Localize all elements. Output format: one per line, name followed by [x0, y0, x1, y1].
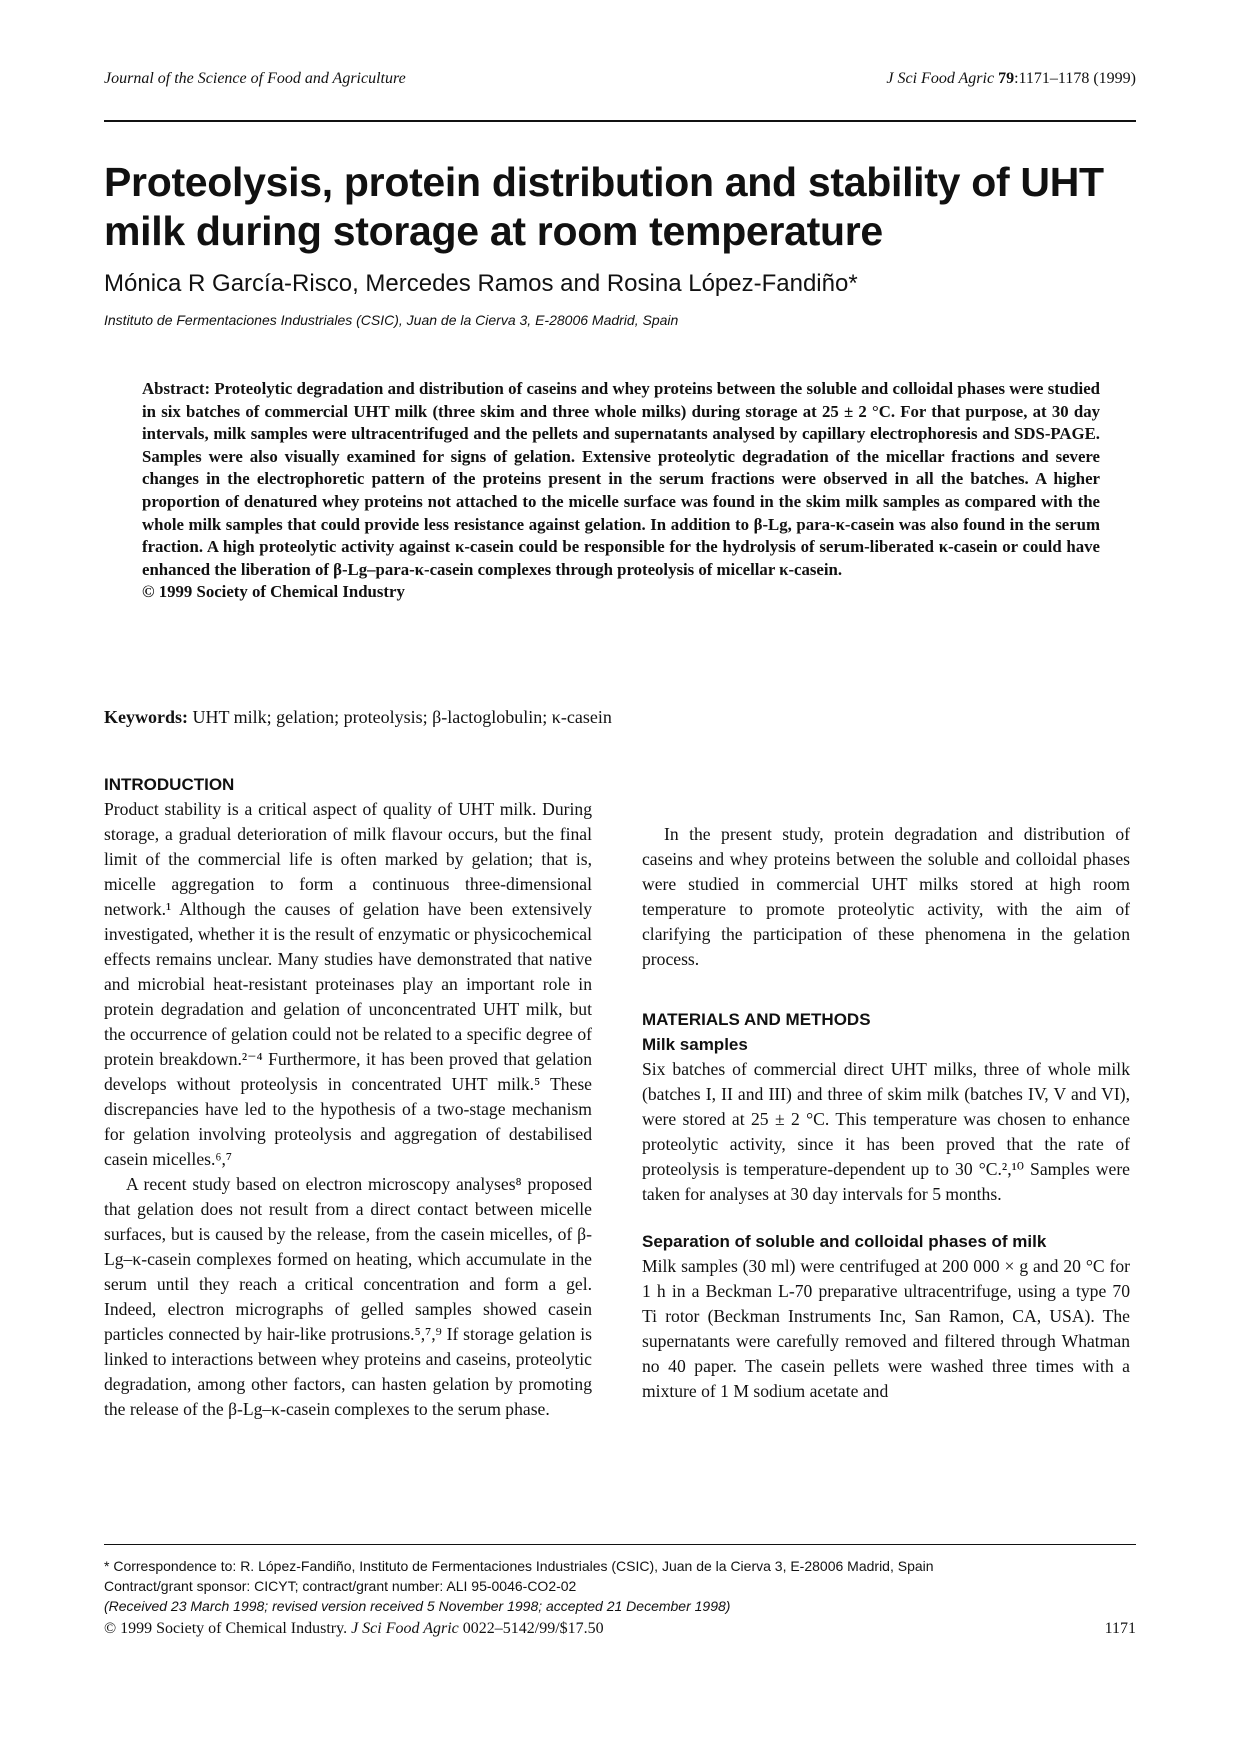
affiliation: Instituto de Fermentaciones Industriales (CSIC), Juan de la Cierva 3, E-28006 Madrid, Spain — [104, 312, 679, 328]
running-head — [104, 70, 1136, 94]
footer-copyright: © 1999 Society of Chemical Industry. — [104, 1620, 348, 1637]
abstract-label: Abstract: — [142, 379, 211, 398]
footer-citation — [104, 1620, 604, 1638]
body-column-left — [104, 772, 592, 1422]
keywords-label: Keywords: — [104, 707, 188, 727]
separation-heading: Separation of soluble and colloidal phases of milk — [642, 1232, 1047, 1251]
separation-paragraph: Milk samples (30 ml) were centrifuged at 200 000 × g and 20 °C for 1 h in a Beckman L-70 preparative ultracentrifuge, using a type 70 Ti rotor (Beckman Instruments Inc, San Ramon, CA, USA). The supernatants were carefully removed and filtered through Whatman no 40 paper. The casein pellets were washed three times with a mixture of 1 M sodium acetate and — [642, 1256, 1130, 1401]
journal-citation — [886, 70, 1136, 88]
keywords-text: UHT milk; gelation; proteolysis; β-lactoglobulin; κ-casein — [192, 707, 612, 727]
grant-note: Contract/grant sponsor: CICYT; contract/grant number: ALI 95-0046-CO2-02 — [104, 1578, 577, 1594]
received-dates: (Received 23 March 1998; revised version received 5 November 1998; accepted 21 December 1998) — [104, 1598, 731, 1614]
citation-abbrev: J Sci Food Agric — [886, 70, 995, 87]
header-rule — [104, 120, 1136, 122]
intro-paragraph-2: A recent study based on electron microscopy analyses⁸ proposed that gelation does not result from a direct contact between micelle surfaces, but is caused by the release, from the casein micelles, of β-Lg–κ-casein complexes formed on heating, which accumulate in the serum until they reach a critical concentration and form a gel. Indeed, electron micrographs of gelled samples showed casein particles connected by hair-like protrusions.⁵,⁷,⁹ If storage gelation is linked to interactions between whey proteins and caseins, proteolytic degradation, among other factors, can hasten gelation by promoting the release of the β-Lg–κ-casein complexes to the serum phase. — [104, 1174, 592, 1419]
citation-pages: :1171–1178 (1999) — [1014, 70, 1136, 87]
footnote-rule — [104, 1544, 1136, 1545]
abstract — [142, 378, 1100, 604]
journal-name: Journal of the Science of Food and Agriculture — [104, 70, 406, 87]
intro-paragraph-1: Product stability is a critical aspect of quality of UHT milk. During storage, a gradual deterioration of milk flavour occurs, but the final limit of the commercial life is often marked by gelation; that is, micelle aggregation to form a continuous three-dimensional network.¹ Although the causes of gelation have been extensively investigated, whether it is the result of enzymatic or physicochemical effects remains unclear. Many studies have demonstrated that native and microbial heat-resistant proteinases play an important role in protein degradation and gelation of unconcentrated UHT milk, but the occurrence of gelation could not be related to a specific degree of protein breakdown.²⁻⁴ Furthermore, it has been proved that gelation develops without proteolysis in concentrated UHT milk.⁵ These discrepancies have led to the hypothesis of a two-stage mechanism for gelation involving proteolysis and aggregation of destabilised casein micelles.⁶,⁷ — [104, 799, 592, 1169]
keywords — [104, 707, 612, 728]
article-title: Proteolysis, protein distribution and stability of UHT milk during storage at room temperature — [104, 159, 1104, 254]
footer-journal: J Sci Food Agric — [351, 1620, 459, 1637]
abstract-text: Proteolytic degradation and distribution of caseins and whey proteins between the soluble and colloidal phases were studied in six batches of commercial UHT milk (three skim and three whole milks) during storage at 25 ± 2 °C. For that purpose, at 30 day intervals, milk samples were ultracentrifuged and the pellets and supernatants analysed by capillary electrophoresis and SDS-PAGE. Samples were also visually examined for signs of gelation. Extensive proteolytic degradation of the micellar fractions and severe changes in the electrophoretic pattern of the proteins present in the serum fractions were observed in all the batches. A higher proportion of denatured whey proteins not attached to the micelle surface was found in the skim milk samples as compared with the whole milk samples that could provide less resistance against gelation. In addition to β-Lg, para-κ-casein was also found in the serum fraction. A high proteolytic activity against κ-casein could be responsible for the hydrolysis of serum-liberated κ-casein or could have enhanced the liberation of β-Lg–para-κ-casein complexes through proteolysis of micellar κ-casein. — [142, 379, 1100, 579]
citation-volume: 79 — [998, 70, 1015, 87]
footnotes — [104, 1556, 1136, 1616]
body-column-right — [642, 772, 1130, 1404]
intro-paragraph-3: In the present study, protein degradation and distribution of caseins and whey proteins between the soluble and colloidal phases were studied in commercial UHT milks stored at high room temperature to promote proteolytic activity, with the aim of clarifying the participation of these phenomena in the gelation process. — [642, 824, 1130, 969]
milk-samples-paragraph: Six batches of commercial direct UHT milks, three of whole milk (batches I, II and III) and three of skim milk (batches IV, V and VI), were stored at 25 ± 2 °C. This temperature was chosen to enhance proteolytic activity, since it has been proved that the rate of proteolysis is temperature-dependent up to 30 °C.²,¹⁰ Samples were taken for analyses at 30 day intervals for 5 months. — [642, 1059, 1130, 1204]
footer-issn: 0022–5142/99/$17.50 — [462, 1620, 604, 1637]
abstract-copyright: © 1999 Society of Chemical Industry — [142, 582, 405, 602]
page-number: 1171 — [1104, 1620, 1136, 1637]
authors: Mónica R García-Risco, Mercedes Ramos and Rosina López-Fandiño* — [104, 270, 858, 297]
methods-heading: MATERIALS AND METHODS — [642, 1010, 871, 1029]
introduction-heading: INTRODUCTION — [104, 775, 235, 794]
correspondence-note: * Correspondence to: R. López-Fandiño, Instituto de Fermentaciones Industriales (CSIC), Juan de la Cierva 3, E-28006 Madrid, Spain — [104, 1558, 934, 1574]
milk-samples-heading: Milk samples — [642, 1035, 748, 1054]
